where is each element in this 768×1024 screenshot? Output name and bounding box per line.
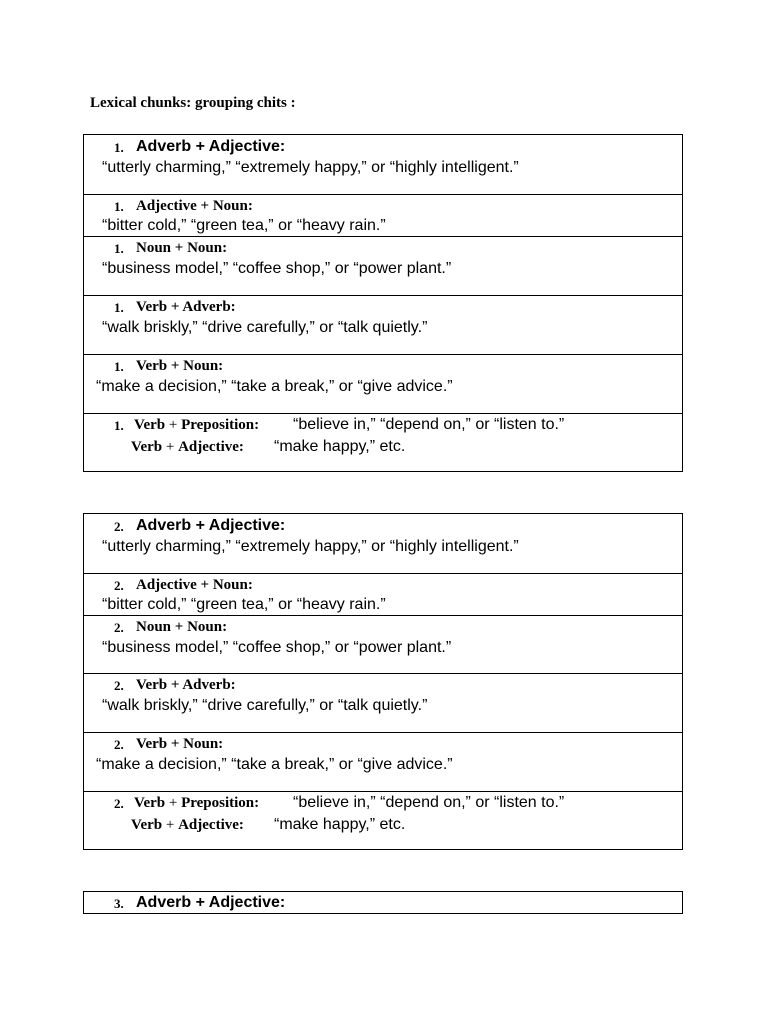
item-number: 1. (114, 418, 124, 433)
item-number: 2. (114, 519, 124, 534)
row-noun-noun (84, 615, 682, 673)
row-heading: Adjective + Noun: (136, 198, 253, 214)
row-heading: Verb + Noun: (136, 736, 224, 752)
row-adverb-adjective (84, 135, 682, 194)
chunk-table-2 (83, 513, 683, 850)
row-verb-adverb (84, 673, 682, 732)
item-number: 2. (114, 620, 124, 635)
verb-adjective-label: Verb + Adjective: (131, 439, 244, 455)
item-number: 2. (114, 737, 124, 752)
row-examples: “walk briskly,” “drive carefully,” or “talk quietly.” (102, 319, 428, 336)
row-heading: Verb + Noun: (136, 358, 224, 374)
row-examples: “utterly charming,” “extremely happy,” or “highly intelligent.” (102, 159, 519, 176)
item-number: 1. (114, 300, 124, 315)
row-verb-noun (84, 732, 682, 791)
chunk-table-3 (83, 891, 683, 914)
row-verb-preposition (84, 791, 682, 849)
row-heading: Noun + Noun: (136, 240, 228, 256)
row-examples: “utterly charming,” “extremely happy,” or “highly intelligent.” (102, 538, 519, 555)
verb-preposition-examples: “believe in,” “depend on,” or “listen to.” (293, 794, 565, 811)
row-heading: Adjective + Noun: (136, 577, 253, 593)
row-heading: Noun + Noun: (136, 619, 228, 635)
verb-adjective-examples: “make happy,” etc. (274, 438, 406, 455)
item-number: 2. (114, 578, 124, 593)
row-adjective-noun (84, 573, 682, 615)
item-number: 1. (114, 140, 124, 155)
row-examples: “walk briskly,” “drive carefully,” or “talk quietly.” (102, 697, 428, 714)
item-number: 2. (114, 796, 124, 811)
row-noun-noun (84, 236, 682, 295)
item-number: 2. (114, 678, 124, 693)
verb-preposition-label: Verb + Preposition: (134, 795, 260, 811)
row-verb-noun (84, 354, 682, 413)
row-examples: “bitter cold,” “green tea,” or “heavy rain.” (102, 596, 386, 613)
row-verb-preposition (84, 413, 682, 471)
row-adjective-noun (84, 194, 682, 236)
verb-adjective-examples: “make happy,” etc. (274, 816, 406, 833)
row-heading: Adverb + Adjective: (136, 517, 286, 534)
row-adverb-adjective (84, 892, 682, 913)
row-heading: Adverb + Adjective: (136, 138, 286, 155)
row-examples: “bitter cold,” “green tea,” or “heavy rain.” (102, 217, 386, 234)
verb-preposition-label: Verb + Preposition: (134, 417, 260, 433)
item-number: 1. (114, 359, 124, 374)
chunk-table-1 (83, 134, 683, 472)
row-examples: “make a decision,” “take a break,” or “give advice.” (96, 756, 453, 773)
row-examples: “business model,” “coffee shop,” or “power plant.” (102, 639, 452, 656)
row-heading: Adverb + Adjective: (136, 894, 286, 911)
row-examples: “business model,” “coffee shop,” or “power plant.” (102, 260, 452, 277)
row-adverb-adjective (84, 514, 682, 573)
page-title: Lexical chunks: grouping chits : (90, 95, 296, 111)
verb-adjective-label: Verb + Adjective: (131, 817, 244, 833)
item-number: 1. (114, 241, 124, 256)
row-verb-adverb (84, 295, 682, 354)
row-examples: “make a decision,” “take a break,” or “give advice.” (96, 378, 453, 395)
verb-preposition-examples: “believe in,” “depend on,” or “listen to.” (293, 416, 565, 433)
item-number: 1. (114, 199, 124, 214)
row-heading: Verb + Adverb: (136, 299, 236, 315)
item-number: 3. (114, 896, 124, 911)
row-heading: Verb + Adverb: (136, 677, 236, 693)
